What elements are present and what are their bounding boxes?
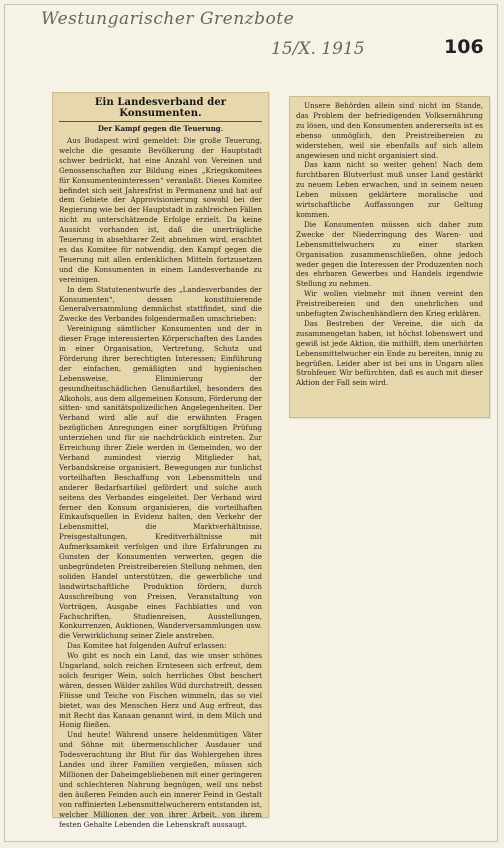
paragraph: Wo gibt es noch ein Land, das wie unser schönes Ungarland, solch reichen Ernteseen sich erfreut, dem solch feuriger Wein, solch herrliches Obst beschert wären, dessen Wälder zahllos Wild durchstreift, dessen Flüsse und Teiche von Fischen wimmeln, das so viel bietet, was des Menschen Herz und Aug erfreut, das mit Recht das Kanaan genannt wird, in dem Milch und Honig fließen. (59, 651, 262, 730)
paragraph: Das Bestreben der Vereine, die sich da zusammengetan haben, ist höchst lobenswert und gewiß ist jede Aktion, die mithilft, dem unerhörten Lebensmittelwucher ein Ende zu bereiten, innig zu begrüßen. Leider aber ist bei uns in Ungarn alles Strohfeuer. Wir befürchten, daß es auch mit dieser Aktion der Fall sein wird. (296, 318, 483, 388)
paragraph: Und heute! Während unsere heldenmütigen Väter und Söhne mit übermenschlicher Ausdauer und Todesverachtung ihr Blut für das Wohlergehen ihres Landes und ihrer Familien vergießen, müssen sich Millionen der Daheimgebliebenen mit einer geringeren und schlechteren Nahrung begnügen, weil uns nebst den äußeren Feinden auch ein innerer Feind in Gestalt von raffinierten Lebensmittelwucherern entstanden ist, welcher Millionen der von ihrer Arbeit, von ihrem festen Gehalte Lebenden die Lebenskraft aussaugt. (59, 730, 262, 829)
clipping-right-column (289, 96, 490, 418)
clipping-left-column (52, 92, 269, 829)
paragraph: Wir wollen vielmehr mit ihnen vereint den Preistreibereien und den unehrlichen und unbefugten Zwischenhändlern den Krieg erklären. (296, 289, 483, 319)
paragraph: Aus Budapest wird gemeldet: Die große Teuerung, welche die gesamte Bevölkerung der Hauptstadt schwer bedrückt, hat eine Anzahl von Vereinen und Genossenschaften zur Bildung eines „Kriegskomitees für Konsumenteninteressen“ veranlaßt. Dieses Komitee befindet sich seit Jahresfrist in Permanenz und hat auf dem Gebiete der Approvisionierung sowohl bei der Regierung wie bei der Hauptstadt in zahlreichen Fällen nicht zu unterschätzende Erfolge erzielt. Da keine Aussicht vorhanden ist, daß die unerträgliche Teuerung in absehbarer Zeit abnehmen wird, erachtet es das Komitee für notwendig, den Kampf gegen die Teuerung mit allen erdenklichen Mitteln fortzusetzen und die Konsumenten in einem Landesverbande zu vereinigen. (59, 136, 262, 284)
paragraph: Vereinigung sämtlicher Konsumenten und der in dieser Frage interessierten Körperschaften des Landes in einer Organisation, Vertretung, Schutz und Förderung ihrer berechtigten Interessen; Einführung der einfachen, gemäßigten und hygienischen Lebensweise, Eliminierung der gesundheitsschädlichen Genußartikel, besonders des Alkohols, aus dem allgemeinen Konsum, Förderung der sitten- und sanitätspolizeilichen Angelegenheiten. Der Verband wird alle auf die erwähnten Fragen bezüglichen Anregungen einer sorgfältigen Prüfung unterziehen und für sie nachdrücklich eintreten. Zur Erreichung ihrer Ziele werden in Gemeinden, wo der Verband zumindest vierzig Mitglieder hat, Verbandskreise organisiert. Bewegungen zur tunlichst vorteilhaften Beschaffung von Lebensmitteln und anderer Bedarfsartikel gefördert und solche auch seitens des Verbandes eingeleitet. Der Verband wird ferner den Konsum organisieren, die vorteilhaften Einkaufsquellen in Evidenz halten, den Verkehr der Lebensmittel, die Marktverhältnisse, Preisgestaltungen, Kreditverhältnisse mit Aufmerksamkeit verfolgen und ihre Erfahrungen zu Gunsten der Konsumenten verwerten, gegen die unbegründeten Preistreibereien Stellung nehmen, den soliden Handel unterstützen, die gewerbliche und landwirtschaftliche Produktion fördern, durch Ausschreibung von Preisen, Veranstaltung von Vorträgen, Ausgabe eines Fachblattes und von Fachschriften, Studienreisen, Ausstellungen, Konkurrenzen, Auktionen, Wanderversammlungen usw. die Verwirklichung seiner Ziele anstreben. (59, 324, 262, 641)
article-headline: Ein Landesverband der Konsumenten. (94, 97, 227, 119)
handwritten-date: 15/X. 1915 (271, 39, 365, 59)
paragraph: In dem Statutenentwurfe des „Landesverbandes der Konsumenten“, dessen konstituierende Generalversammlung demnächst stattfindet, sind die Zwecke des Verbandes folgendermaßen umschrieben: (59, 284, 262, 324)
paragraph: Das kann nicht so weiter gehen! Nach dem furchtbaren Blutverlust muß unser Land gestärkt zu neuem Leben erwachen, und in seinem neuen Leben müssen geklärtere moralische und wirtschaftliche Auffassungen zur Geltung kommen. (296, 160, 483, 219)
article-body-right (296, 101, 483, 388)
paragraph: Die Konsumenten müssen sich daher zum Zwecke der Niederringung des Waren- und Lebensmittelwuchers zu einer starken Organisation zusammenschließen, ohne jedoch weder gegen die Interessen der Produzenten noch des ehrbaren Gewerbes und Handels irgendwie Stellung zu nehmen. (296, 219, 483, 289)
article-body-left (59, 136, 262, 829)
article-subheadline: Der Kampf gegen die Teuerung. (97, 124, 224, 133)
page-number: 106 (444, 36, 484, 58)
handwritten-masthead: Westungarischer Grenzbote (41, 9, 295, 29)
headline-rule (59, 121, 262, 122)
paragraph: Unsere Behörden allein sind nicht im Stande, das Problem der befriedigenden Volksernährung zu lösen, und den Konsumenten andererseits ist es ebenso unmöglich, den Preistreibereien zu widerstehen, weil sie ebenfalls auf sich allein angewiesen und nicht organisiert sind. (296, 101, 483, 160)
paragraph: Das Komitee hat folgenden Aufruf erlassen: (67, 641, 227, 651)
